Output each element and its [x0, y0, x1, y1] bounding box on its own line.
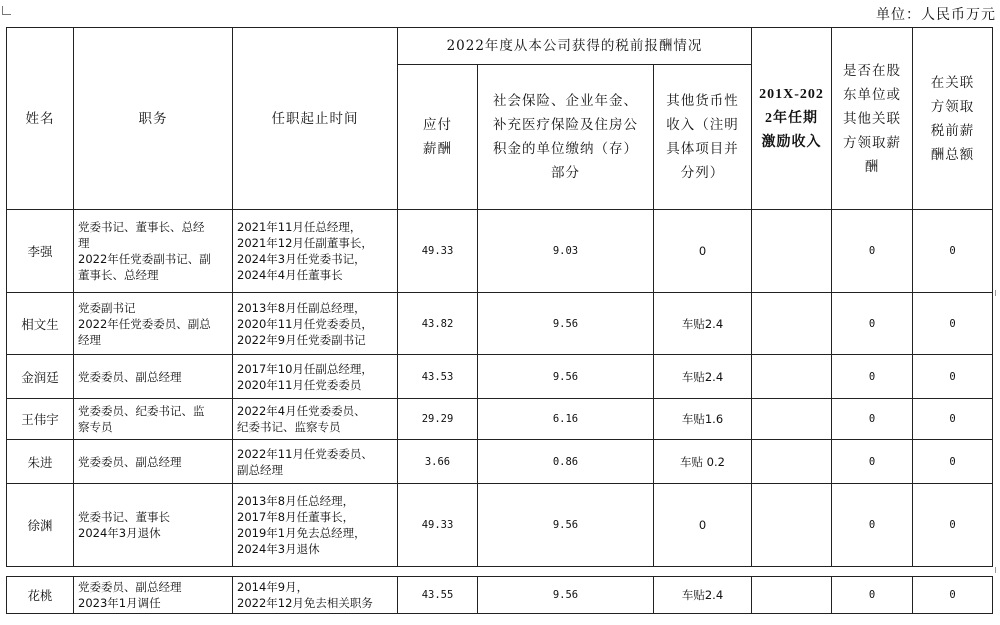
table-row — [7, 293, 993, 355]
table-row — [7, 210, 993, 293]
text-line: 2020年11月任党委委员， — [237, 316, 373, 331]
text-line: 党委委员、副总经理 — [78, 369, 182, 384]
other-income-cell: 0 — [654, 484, 752, 567]
salary-cell: 29.29 — [398, 399, 478, 440]
header-other — [654, 65, 752, 210]
other-income-cell: 车贴2.4 — [654, 577, 752, 614]
table-row — [7, 484, 993, 567]
text-line: 酬 — [864, 158, 880, 175]
unit-label: 单位：人民币万元 — [876, 7, 996, 23]
text-line: 2年任期 — [765, 110, 819, 126]
person-name: 李强 — [7, 210, 74, 293]
incentive-cell — [752, 293, 832, 355]
shareholder-pay-cell: 0 — [832, 293, 913, 355]
related-pay-cell: 0 — [913, 440, 993, 484]
shareholder-pay-cell: 0 — [832, 355, 913, 399]
text-line: 补充医疗保险及住房公 — [493, 117, 638, 133]
header-salary — [398, 65, 478, 210]
shareholder-pay-cell: 0 — [832, 577, 913, 614]
text-line: 积金的单位缴纳（存） — [493, 141, 638, 157]
tenure-cell — [233, 577, 398, 614]
corner-crop-mark — [2, 6, 11, 15]
text-line: 收入（注明 — [666, 117, 739, 133]
compensation-table-continued — [6, 576, 993, 614]
tenure-cell — [233, 440, 398, 484]
social-insurance-cell: 6.16 — [478, 399, 654, 440]
incentive-cell — [752, 440, 832, 484]
header-shareholder — [832, 28, 913, 210]
text-line: 察专员 — [78, 420, 113, 434]
shareholder-pay-cell: 0 — [832, 484, 913, 567]
text-line: 党委委员、纪委书记、监 — [78, 404, 205, 418]
incentive-cell — [752, 355, 832, 399]
incentive-cell — [752, 577, 832, 614]
person-name: 徐渊 — [7, 484, 74, 567]
text-line: 酬总额 — [930, 146, 975, 163]
tenure-cell — [233, 293, 398, 355]
text-line: 激励收入 — [761, 134, 822, 150]
other-income-cell: 车贴2.4 — [654, 293, 752, 355]
header-related — [913, 28, 993, 210]
incentive-cell — [752, 484, 832, 567]
text-line: 在关联 — [930, 74, 975, 91]
social-insurance-cell: 9.56 — [478, 577, 654, 614]
social-insurance-cell: 9.56 — [478, 484, 654, 567]
text-line: 董事长、总经理 — [78, 268, 159, 282]
text-line: 2024年3月退休 — [237, 542, 320, 556]
shareholder-pay-cell: 0 — [832, 210, 913, 293]
person-name: 王伟宇 — [7, 399, 74, 440]
salary-cell: 49.33 — [398, 210, 478, 293]
position-cell — [74, 293, 233, 355]
tenure-cell — [233, 355, 398, 399]
related-pay-cell: 0 — [913, 293, 993, 355]
edge-marker — [995, 290, 1000, 296]
text-line: 党委副书记 — [78, 300, 136, 315]
text-line: 分列） — [680, 165, 725, 181]
text-line: 党委书记、董事长、总经 — [78, 220, 205, 234]
other-income-cell: 车贴2.4 — [654, 355, 752, 399]
text-line: 薪酬 — [423, 141, 452, 157]
header-social — [478, 65, 654, 210]
shareholder-pay-cell: 0 — [832, 440, 913, 484]
person-name: 花桃 — [7, 577, 74, 614]
tenure-cell — [233, 399, 398, 440]
salary-cell: 49.33 — [398, 484, 478, 567]
salary-cell: 3.66 — [398, 440, 478, 484]
person-name: 相文生 — [7, 293, 74, 355]
social-insurance-cell: 9.56 — [478, 293, 654, 355]
text-line: 党委委员、副总经理 — [78, 580, 182, 594]
salary-cell: 43.53 — [398, 355, 478, 399]
text-line: 2020年11月任党委委员 — [237, 377, 362, 392]
position-cell — [74, 399, 233, 440]
text-line: 方领取 — [930, 98, 975, 115]
header-name: 姓名 — [7, 28, 74, 210]
related-pay-cell: 0 — [913, 484, 993, 567]
related-pay-cell: 0 — [913, 577, 993, 614]
text-line: 2023年1月调任 — [78, 596, 161, 610]
social-insurance-cell: 0.86 — [478, 440, 654, 484]
table-row — [7, 399, 993, 440]
header-tenure: 任职起止时间 — [233, 28, 398, 210]
text-line: 部分 — [551, 165, 580, 181]
text-line: 具体项目并 — [666, 141, 739, 157]
text-line: 其他关联 — [843, 110, 902, 127]
text-line: 方领取薪 — [843, 134, 902, 151]
social-insurance-cell: 9.03 — [478, 210, 654, 293]
text-line: 社会保险、企业年金、 — [493, 93, 638, 109]
text-line: 2013年8月任总经理， — [237, 494, 355, 508]
text-line: 2024年3月退休 — [78, 526, 161, 540]
text-line: 2021年12月任副董事长， — [237, 236, 373, 250]
text-line: 2024年3月任党委书记， — [237, 252, 366, 266]
related-pay-cell: 0 — [913, 210, 993, 293]
text-line: 应付 — [423, 117, 452, 133]
position-cell — [74, 577, 233, 614]
text-line: 2022年11月任党委委员、 — [237, 446, 373, 461]
other-income-cell: 车贴 0.2 — [654, 440, 752, 484]
salary-cell: 43.55 — [398, 577, 478, 614]
salary-cell: 43.82 — [398, 293, 478, 355]
person-name: 朱进 — [7, 440, 74, 484]
text-line: 2022年任党委委员、副总 — [78, 316, 211, 331]
incentive-cell — [752, 210, 832, 293]
shareholder-pay-cell: 0 — [832, 399, 913, 440]
position-cell — [74, 484, 233, 567]
text-line: 201X-202 — [759, 86, 824, 102]
compensation-table — [6, 27, 993, 567]
text-line: 东单位或 — [843, 86, 902, 103]
text-line: 税前薪 — [930, 122, 975, 139]
text-line: 2022年4月任党委委员、 — [237, 404, 366, 418]
text-line: 党委书记、董事长 — [78, 510, 170, 524]
other-income-cell: 0 — [654, 210, 752, 293]
position-cell — [74, 210, 233, 293]
table-row — [7, 355, 993, 399]
text-line: 2017年10月任副总经理， — [237, 361, 373, 376]
table-row — [7, 577, 993, 614]
text-line: 副总经理 — [237, 462, 283, 477]
text-line: 2019年1月免去总经理， — [237, 526, 366, 540]
position-cell — [74, 355, 233, 399]
header-pretax-group: 2022年度从本公司获得的税前报酬情况 — [398, 28, 752, 65]
other-income-cell: 车贴1.6 — [654, 399, 752, 440]
text-line: 经理 — [78, 332, 101, 347]
text-line: 其他货币性 — [666, 93, 739, 109]
text-line: 2021年11月任总经理， — [237, 220, 362, 234]
related-pay-cell: 0 — [913, 355, 993, 399]
person-name: 金润廷 — [7, 355, 74, 399]
text-line: 2014年9月， — [237, 580, 309, 594]
text-line: 2022年9月任党委副书记 — [237, 332, 366, 347]
text-line: 2022年任党委副书记、副 — [78, 252, 211, 266]
header-position: 职务 — [74, 28, 233, 210]
text-line: 纪委书记、监察专员 — [237, 420, 341, 434]
edge-marker — [995, 567, 1000, 573]
text-line: 2022年12月免去相关职务 — [237, 596, 373, 610]
related-pay-cell: 0 — [913, 399, 993, 440]
text-line: 党委委员、副总经理 — [78, 454, 182, 469]
text-line: 是否在股 — [843, 62, 902, 79]
social-insurance-cell: 9.56 — [478, 355, 654, 399]
tenure-cell — [233, 210, 398, 293]
text-line: 2013年8月任副总经理， — [237, 300, 366, 315]
table-row — [7, 440, 993, 484]
header-incentive — [752, 28, 832, 210]
position-cell — [74, 440, 233, 484]
text-line: 2024年4月任董事长 — [237, 268, 343, 282]
text-line: 2017年8月任董事长， — [237, 510, 355, 524]
text-line: 理 — [78, 236, 90, 250]
incentive-cell — [752, 399, 832, 440]
tenure-cell — [233, 484, 398, 567]
